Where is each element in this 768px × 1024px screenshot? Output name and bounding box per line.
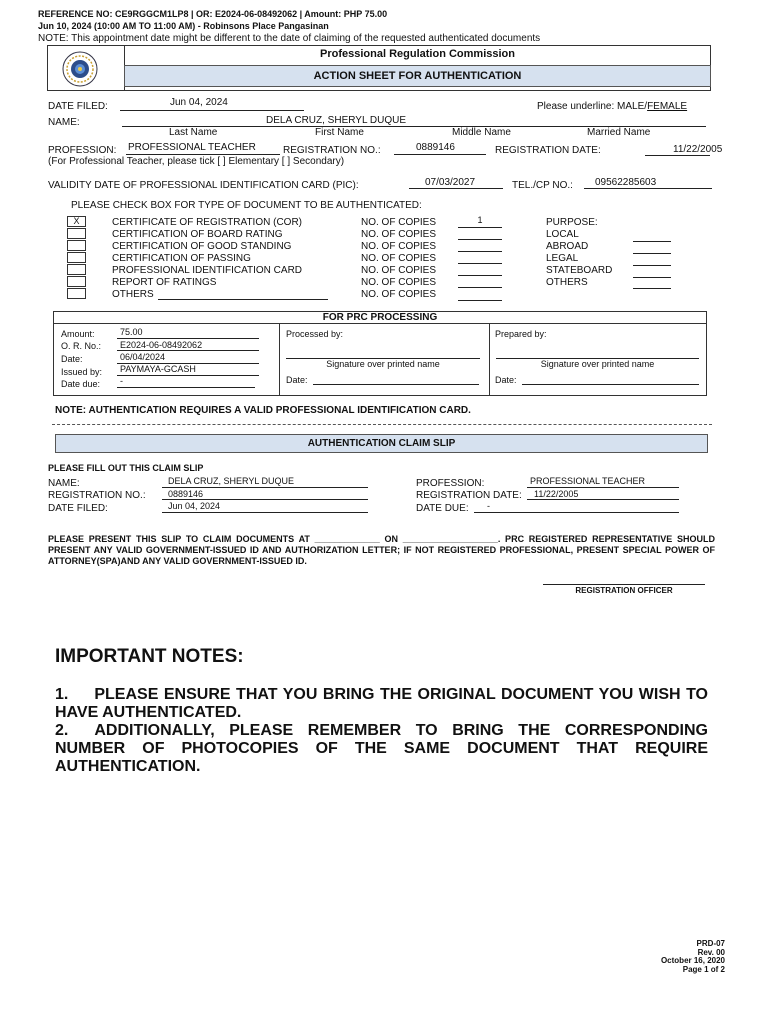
check-instruction: PLEASE CHECK BOX FOR TYPE OF DOCUMENT TO BE AUTHENTICATED:: [71, 200, 422, 211]
claim-reg-date-value[interactable]: 11/22/2005: [534, 489, 579, 499]
doc-label: OTHERS: [112, 289, 154, 300]
middle-name-caption: Middle Name: [452, 127, 511, 138]
registration-officer-caption: REGISTRATION OFFICER: [575, 586, 673, 595]
date-filed-label: DATE FILED:: [48, 101, 108, 112]
or-no-label: O. R. No.:: [61, 341, 102, 351]
claim-slip-title: AUTHENTICATION CLAIM SLIP: [55, 434, 708, 453]
doc-label: CERTIFICATE OF REGISTRATION (COR): [112, 217, 302, 228]
profession-label: PROFESSION:: [48, 145, 117, 156]
reference-line: REFERENCE NO: CE9RGGCM1LP8 | OR: E2024-06-08492062 | Amount: PHP 75.00: [38, 9, 388, 19]
date-due-value[interactable]: -: [120, 376, 123, 386]
purpose-local: LOCAL: [546, 229, 579, 240]
copies-label: NO. OF COPIES: [361, 253, 437, 264]
payment-date-label: Date:: [61, 354, 83, 364]
reg-date-label: REGISTRATION DATE:: [495, 145, 601, 156]
form-revision: Rev. 00: [697, 948, 725, 957]
validity-value[interactable]: 07/03/2027: [425, 177, 476, 188]
purpose-label: PURPOSE:: [546, 217, 598, 228]
doc-checkbox-good-standing[interactable]: [67, 240, 86, 251]
processed-by-label: Processed by:: [286, 329, 344, 339]
date-filed-value[interactable]: Jun 04, 2024: [170, 97, 228, 108]
purpose-others: OTHERS: [546, 277, 588, 288]
prepared-signature-caption: Signature over printed name: [540, 359, 655, 369]
amount-label: Amount:: [61, 329, 95, 339]
processed-date-label: Date:: [286, 375, 308, 385]
name-label: NAME:: [48, 117, 80, 128]
purpose-stateboard: STATEBOARD: [546, 265, 613, 276]
claim-name-value[interactable]: DELA CRUZ, SHERYL DUQUE: [168, 476, 295, 486]
tel-label: TEL./CP NO.:: [512, 180, 573, 191]
issued-by-label: Issued by:: [61, 367, 103, 377]
appointment-note: NOTE: This appointment date might be different to the date of claiming of the requested authenticated documents: [38, 33, 541, 44]
doc-label: PROFESSIONAL IDENTIFICATION CARD: [112, 265, 303, 276]
doc-checkbox-others[interactable]: [67, 288, 86, 299]
page-number: Page 1 of 2: [682, 965, 725, 974]
claim-date-due-value[interactable]: -: [487, 501, 490, 511]
claim-date-due-label: DATE DUE:: [416, 503, 469, 514]
important-note-1: 1. PLEASE ENSURE THAT YOU BRING THE ORIGINAL DOCUMENT YOU WISH TO HAVE AUTHENTICATED.: [55, 686, 708, 721]
name-value[interactable]: DELA CRUZ, SHERYL DUQUE: [266, 115, 407, 126]
copies-label: NO. OF COPIES: [361, 289, 437, 300]
form-title: ACTION SHEET FOR AUTHENTICATION: [124, 65, 711, 87]
prepared-by-label: Prepared by:: [495, 329, 547, 339]
doc-checkbox-cor[interactable]: X: [67, 216, 86, 227]
copies-label: NO. OF COPIES: [361, 217, 437, 228]
purpose-legal: LEGAL: [546, 253, 579, 264]
last-name-caption: Last Name: [169, 127, 218, 138]
doc-checkbox-passing[interactable]: [67, 252, 86, 263]
claim-paragraph: PLEASE PRESENT THIS SLIP TO CLAIM DOCUMENTS AT _____________ ON ___________________. PRC REGISTERED REPRESENTATIVE SHOULD PRESENT ANY VALID GOVERNMENT-ISSUED ID AND AUTHORIZATION LETTER; IF NOT REGISTERED PROFESSIONAL, PRESENT SPECIAL POWER OF ATTORNEY(SPA)AND ANY VALID GOVERNMENT-ISSUED ID.: [48, 534, 715, 566]
cut-line: [52, 424, 712, 425]
agency-name: Professional Regulation Commission: [320, 48, 515, 60]
reg-date-value[interactable]: 11/22/2005: [673, 144, 723, 155]
schedule-line: Jun 10, 2024 (10:00 AM TO 11:00 AM) - Robinsons Place Pangasinan: [38, 21, 329, 31]
processed-signature-caption: Signature over printed name: [326, 359, 440, 369]
first-name-caption: First Name: [315, 127, 364, 138]
date-due-label: Date due:: [61, 379, 101, 389]
gender-prompt: Please underline: MALE/FEMALE: [537, 101, 688, 112]
issued-by-value[interactable]: PAYMAYA-GCASH: [120, 364, 196, 374]
gender-selected[interactable]: FEMALE: [647, 101, 688, 112]
form-code: PRD-07: [696, 939, 725, 948]
form-date: October 16, 2020: [660, 956, 725, 965]
doc-checkbox-board-rating[interactable]: [67, 228, 86, 239]
teacher-level-note: (For Professional Teacher, please tick [ ] Elementary [ ] Secondary): [48, 156, 345, 167]
copies-label: NO. OF COPIES: [361, 241, 437, 252]
purpose-abroad: ABROAD: [546, 241, 589, 252]
validity-label: VALIDITY DATE OF PROFESSIONAL IDENTIFICATION CARD (PIC):: [48, 180, 359, 191]
payment-date-value[interactable]: 06/04/2024: [120, 352, 166, 362]
tel-value[interactable]: 09562285603: [595, 177, 657, 188]
claim-profession-label: PROFESSION:: [416, 478, 485, 489]
claim-reg-date-label: REGISTRATION DATE:: [416, 490, 522, 501]
authentication-note: NOTE: AUTHENTICATION REQUIRES A VALID PROFESSIONAL IDENTIFICATION CARD.: [55, 405, 471, 416]
doc-label: REPORT OF RATINGS: [112, 277, 217, 288]
profession-value[interactable]: PROFESSIONAL TEACHER: [128, 142, 256, 153]
doc-checkbox-pic[interactable]: [67, 264, 86, 275]
processing-title: FOR PRC PROCESSING: [322, 312, 438, 323]
prc-seal-icon: [62, 51, 98, 92]
copies-value[interactable]: 1: [477, 215, 483, 225]
important-notes-title: IMPORTANT NOTES:: [55, 646, 244, 667]
claim-reg-no-value[interactable]: 0889146: [168, 489, 204, 499]
copies-label: NO. OF COPIES: [361, 277, 437, 288]
claim-date-filed-label: DATE FILED:: [48, 503, 108, 514]
or-no-value[interactable]: E2024-06-08492062: [120, 340, 203, 350]
claim-reg-no-label: REGISTRATION NO.:: [48, 490, 146, 501]
claim-name-label: NAME:: [48, 478, 80, 489]
doc-checkbox-ratings[interactable]: [67, 276, 86, 287]
doc-label: CERTIFICATION OF PASSING: [112, 253, 251, 264]
reg-no-label: REGISTRATION NO.:: [283, 145, 381, 156]
important-note-2: 2. ADDITIONALLY, PLEASE REMEMBER TO BRING THE CORRESPONDING NUMBER OF PHOTOCOPIES OF THE SAME DOCUMENT THAT REQUIRE AUTHENTICATION.: [55, 722, 708, 775]
claim-profession-value[interactable]: PROFESSIONAL TEACHER: [530, 476, 646, 486]
claim-date-filed-value[interactable]: Jun 04, 2024: [168, 501, 221, 511]
doc-label: CERTIFICATION OF GOOD STANDING: [112, 241, 292, 252]
copies-label: NO. OF COPIES: [361, 265, 437, 276]
reg-no-value[interactable]: 0889146: [416, 142, 455, 153]
prepared-date-label: Date:: [495, 375, 517, 385]
amount-value[interactable]: 75.00: [120, 327, 143, 337]
copies-label: NO. OF COPIES: [361, 229, 437, 240]
claim-instruction: PLEASE FILL OUT THIS CLAIM SLIP: [48, 463, 204, 473]
doc-label: CERTIFICATION OF BOARD RATING: [112, 229, 283, 240]
married-name-caption: Married Name: [587, 127, 651, 138]
